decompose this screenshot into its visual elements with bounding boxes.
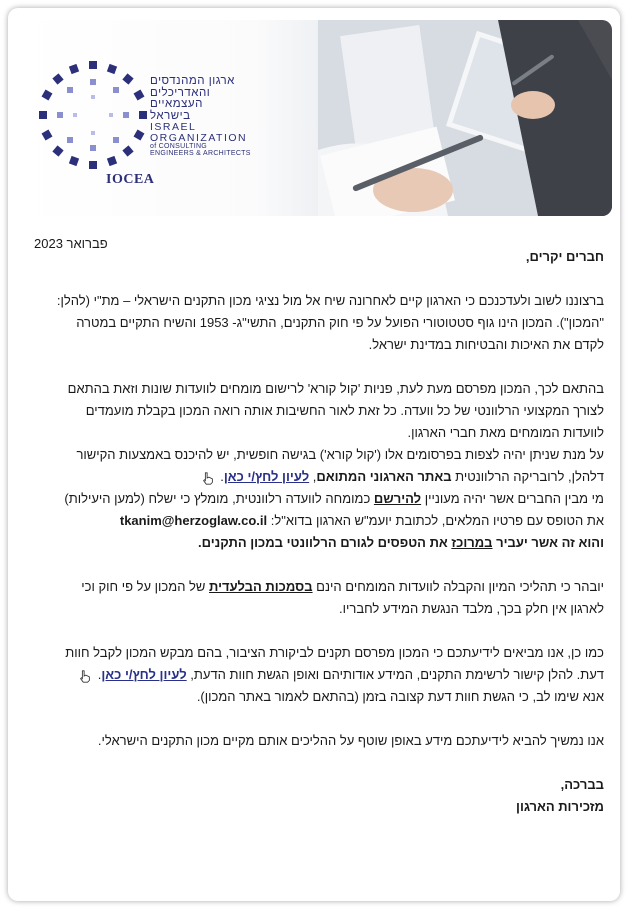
text: כמומחה לוועדה רלוונטית, מומלץ כי ישלח (למען היעילות) את הטופס עם פרטיו המלאים, לכתובת יועמ"ש הארגון בדוא"ל: (64, 491, 604, 528)
closing: בברכה, (560, 777, 604, 792)
logo-english-small: ENGINEERS & ARCHITECTS (150, 150, 251, 157)
header-banner (18, 20, 612, 216)
paragraph-register (48, 488, 604, 532)
paragraph-note: אנא שימו לב, כי הגשת חוות דעת קצובה בזמן (בהתאם לאמור באתר המכון). (196, 689, 604, 704)
email-link[interactable]: tkanim@herzoglaw.co.il (119, 513, 268, 528)
text: על מנת שניתן יהיה לצפות בפרסומים אלו ('קול קורא') בגישה חופשית, יש להיכנס באמצעות הקישור דלהלן, לרובריקה הרלוונטית (76, 447, 604, 484)
logo-hebrew-line: העצמאיים (150, 98, 203, 110)
logo-acronym: IOCEA (106, 172, 155, 187)
paragraph-authority (48, 576, 604, 620)
logo-mark (39, 61, 147, 169)
logo-english-line: ORGANIZATION (150, 131, 248, 144)
text: מי מבין החברים אשר יהיה מעוניין (421, 491, 604, 506)
paragraph-access (48, 444, 604, 488)
logo-text (150, 76, 260, 157)
view-link-call[interactable]: לעיון לחץ/י כאן (223, 469, 310, 484)
text: את הטפסים לגורם הרלוונטי במכון התקנים. (198, 535, 452, 550)
centralized-emphasis: במרוכז (451, 535, 493, 550)
text: של המכון על פי חוק וכי לארגון אין חלק בכך, מלבד הנגשת המידע לחבריו. (81, 579, 604, 616)
greeting: חברים יקרים, (525, 249, 604, 264)
letter-date: פברואר 2023 (34, 236, 108, 251)
register-emphasis: להירשם (373, 491, 422, 506)
letter-body (48, 246, 604, 818)
exclusive-emphasis: בסמכות הבלעדית (209, 579, 313, 594)
paragraph-public-review (48, 642, 604, 686)
paragraph-intro: ברצוננו לשוב ולעדכנכם כי הארגון קיים לאחרונה שיח אל מול נציגי מכון התקנים הישראלי – מת"י (להלן: "המכון"). המכון הינו גוף סטטוטורי הפועל על פי חוק התקנים, התשי"ג- 1953 והשיח התקיים במטרה לקדם את האיכות והבטיחות במדינת ישראל. (56, 293, 604, 352)
logo-hebrew-line: והאדריכלים (150, 86, 211, 99)
text: יובהר כי תהליכי המיון והקבלה לוועדות המומחים הינם (312, 579, 604, 594)
paragraph-forward (48, 532, 604, 554)
text: . (220, 469, 224, 484)
text: , (309, 469, 317, 484)
signature: מזכירות הארגון (516, 799, 604, 814)
text: כמו כן, אנו מביאים לידיעתכם כי המכון מפרסם תקנים לביקורת הציבור, בהם מבקש המכון לקבל חוות דעת. להלן קישור לרשימת התקנים, המידע אודותיהם ואופן הגשת חוות הדעת, (65, 645, 604, 682)
paragraph-continue: אנו נמשיך להביא לידיעתכם מידע באופן שוטף על ההליכים אותם מקיים מכון התקנים הישראלי. (97, 733, 604, 748)
hand-pointer-icon (201, 471, 215, 485)
paragraph-call: בהתאם לכך, המכון מפרסם מעת לעת, פניות 'קול קורא' לרישום מומחים לוועדות שונות וזאת בהתאם לצורך המקצועי הרלוונטי של כל וועדה. כל זאת לאור החשיבות אותה רואה המכון בקבלת מועמדים לוועדות המומחים מאת חברי הארגון. (67, 381, 604, 440)
newsletter-card (8, 8, 620, 901)
logo-hebrew-line: בישראל (150, 109, 191, 122)
hand-pointer-icon (78, 669, 92, 683)
text: והוא זה אשר יעביר (492, 535, 604, 550)
logo-english-small: of CONSULTING (150, 143, 208, 150)
text: . (97, 667, 102, 682)
view-link-standards[interactable]: לעיון לחץ/י כאן (101, 667, 187, 682)
logo-hebrew-line: ארגון המהנדסים (150, 75, 235, 87)
logo-english-line: ISRAEL (150, 121, 197, 133)
site-emphasis: באתר הארגוני המתואם (316, 469, 452, 484)
